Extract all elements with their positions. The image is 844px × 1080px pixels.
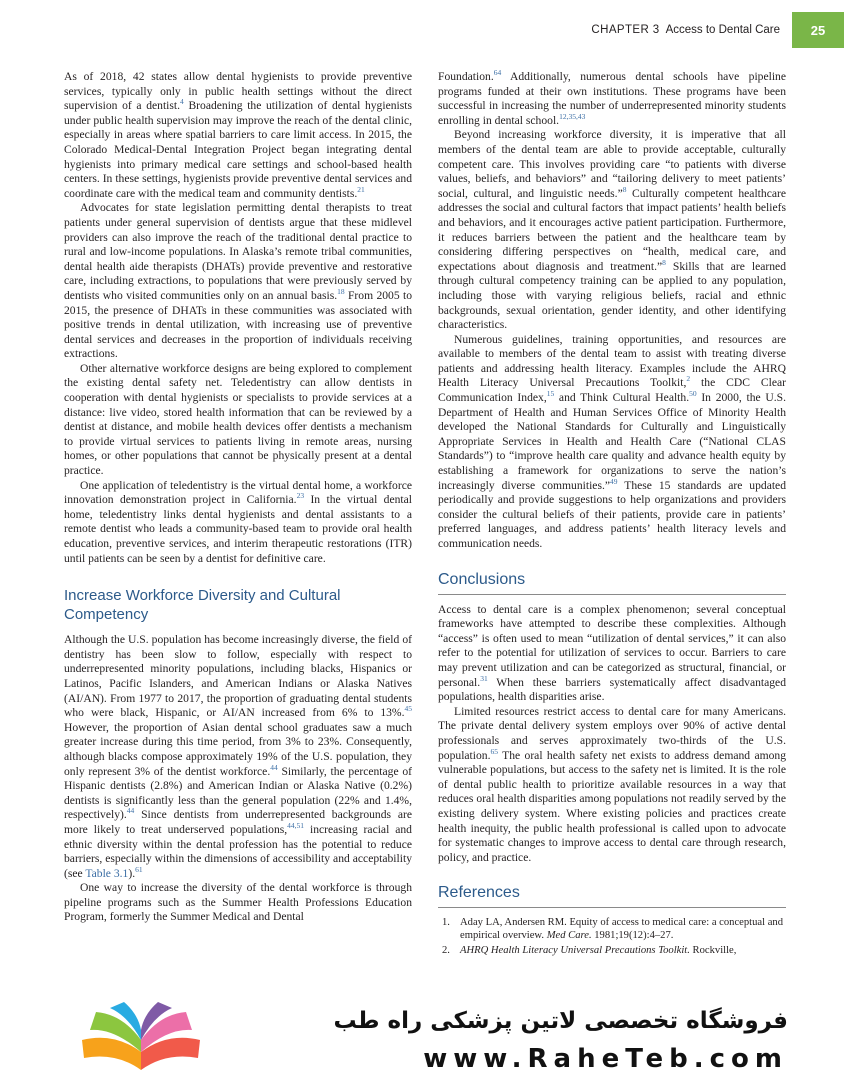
- citation[interactable]: 50: [689, 389, 697, 399]
- paragraph: Numerous guidelines, training opportunities, and resources are available to members of the dental team to assist with treating diverse patients and addressing health literacy. Examples include the AHRQ Health Literacy Universal Precautions Toolkit,$^2$ the CDC Clear Communication Index,$^{15}$ and Think Cultural Health.$^{50}$ In 2000, the U.S. Department of Health and Human Services Office of Minority Health developed the National Standards for Culturally and Linguistically Appropriate Services in Health and Health Care (“National CLAS Standards”) to “improve health care quality and advance health equity by establishing a framework for organizations to serve the nation’s increasingly diverse communities.”$^{49}$ These 15 standards are updated periodically and provide suggestions to help organizations and providers consider the cultural beliefs of their patients, provide care in patients’ preferred languages, and address patients’ health literacy levels and communication needs.: [438, 332, 787, 550]
- section-title: Access to Dental Care: [665, 24, 780, 36]
- citation[interactable]: 61: [135, 864, 143, 874]
- paragraph: Access to dental care is a complex phenomenon; several conceptual frameworks have attempted to describe these complexities. Although “access” is often used to mean “utilization of dental services,” it can also refer to the potential for utilization of services to occur. Barriers to care may prevent utilization and can be categorized as structural, financial, or personal.$^{31}$ When these barriers systematically affect disadvantaged populations, health disparities arise.: [438, 602, 786, 704]
- store-url[interactable]: www.RaheTeb.com: [423, 1044, 788, 1074]
- chapter-label: CHAPTER 3: [591, 24, 660, 36]
- open-book-logo-icon: [76, 1000, 206, 1078]
- reference-list: [438, 916, 786, 957]
- citation[interactable]: 44,51: [287, 821, 305, 831]
- right-column: [438, 70, 786, 959]
- section-heading-references: References: [438, 883, 786, 908]
- citation[interactable]: 12,35,43: [559, 111, 586, 121]
- page-number: 25: [792, 12, 844, 48]
- subsection-heading: Increase Workforce Diversity and Cultural Competency: [64, 587, 341, 624]
- section-heading-conclusions: Conclusions: [438, 570, 786, 595]
- paragraph: Foundation.$^{64}$ Additionally, numerous dental schools have pipeline programs funded at their own institutions. These programs have been successful in increasing the number of underrepresented minority students enrolling in dental school.$^{12,35,43}$: [438, 68, 786, 127]
- citation[interactable]: 44: [270, 762, 278, 772]
- citation[interactable]: 31: [480, 673, 488, 683]
- store-name-text: فروشگاه تخصصی لاتین پزشکی راه طب: [333, 1008, 788, 1034]
- paragraph: One application of teledentistry is the virtual dental home, a workforce innovation demonstration project in California.$^{23}$ In the virtual dental home, teledentistry links dental hygienists and dental assistants to a remote dentist who leads a community-based team to provide oral health education, preventive services, and interim therapeutic restorations (ITR) until patients can be seen by a dentist for definitive care.: [64, 478, 412, 565]
- paragraph: As of 2018, 42 states allow dental hygienists to provide preventive services, typically only in public health settings without the direct supervision of a dentist.$^4$ Broadening the utilization of dental hygienists under public health supervision may improve the reach of the dental clinic, especially in areas where spatial barriers to care limit access. In 2015, the Colorado Medical-Dental Integration Project began integrating dental hygienists into primary medical care settings and school-based health centers. In these settings, hygienists provide preventive dental services and coordinate care with the medical team and community dentists.$^{21}$: [64, 70, 412, 200]
- paragraph: Beyond increasing workforce diversity, it is imperative that all members of the dental team are able to provide acceptable, culturally competent care. This involves providing care “to patients with diverse values, beliefs, and behaviors” and “tailoring delivery to meet patients’ social, cultural, and linguistic needs.”$^8$ Culturally competent healthcare addresses the social and cultural factors that impact patients’ health beliefs and behaviors, and it encourages active patient participation. Furthermore, it reduces barriers between the patient and the healthcare team by considering differing perspectives on “health, medical care, and expectations about diagnosis and treatment.”$^8$ Skills that are learned through cultural competency training can be applied to any population, including those with varying religious beliefs, racial and ethnic backgrounds, sexual orientation, gender identity, and other identifying characteristics.: [438, 128, 786, 332]
- paragraph: Although the U.S. population has become increasingly diverse, the field of dentistry has been slow to follow, especially with respect to underrepresented minority populations, including blacks, Hispanics or Latinos, Pacific Islanders, and American Indians or Alaska Natives (AI/AN). From 1977 to 2017, the proportion of graduating dental students who were black, Hispanic, or AI/AN increased from 6% to 13%.$^{45}$ However, the proportion of Asian dental school graduates saw a much greater increase during this time period, from 3% to 23%. Consequently, although blacks compose approximately 19% of the U.S. population, they only represent 3% of the dentist workforce.$^{44}$ Similarly, the percentage of Hispanic dentists (2.8%) and American Indian or Alaska Native (0.2%) dentists is significantly less than the general population (22% and 1.4%, respectively).$^{44}$ Since dentists from underrepresented backgrounds are more likely to treat underserved populations,$^{44,51}$ increasing racial and ethnic diversity within the dental profession has the potential to reduce barriers, especially within the dimensions of accessibility and acceptability (see Table 3.1).$^{61}$: [64, 633, 412, 880]
- citation[interactable]: 44: [126, 806, 135, 816]
- table-link[interactable]: Table 3.1: [85, 866, 129, 880]
- citation[interactable]: 15: [546, 389, 555, 399]
- citation[interactable]: 4: [180, 97, 184, 107]
- citation[interactable]: 23: [296, 491, 305, 501]
- citation[interactable]: 64: [493, 68, 502, 78]
- reference-item: 1. Aday LA, Andersen RM. Equity of access to medical care: a conceptual and empirical overview. Med Care. 1981;19(12):4–27.: [442, 917, 783, 942]
- reference-item: 2. AHRQ Health Literacy Universal Precautions Toolkit. Rockville,: [442, 945, 737, 957]
- citation[interactable]: 8: [662, 257, 666, 267]
- watermark-footer: [0, 994, 844, 1080]
- citation[interactable]: 8: [622, 184, 627, 194]
- citation[interactable]: 65: [490, 746, 498, 756]
- citation[interactable]: 2: [686, 374, 691, 384]
- paragraph: Other alternative workforce designs are being explored to complement the existing dental safety net. Teledentistry can allow dentists in cooperation with dental hygienists or specialists to provide services at a distance: live video, stored health information that can be reviewed by a dentist at distance, and mobile health devices offer dentists a mechanism to provide virtual services to patients living in remote areas, nursing homes, or other populations that cannot be physically present at a dental practice.: [64, 361, 412, 478]
- citation[interactable]: 45: [404, 704, 412, 714]
- paragraph: One way to increase the diversity of the dental workforce is through pipeline programs such as the Summer Health Professions Education Program, formerly the Summer Medical and Dental: [64, 881, 412, 924]
- paragraph: Limited resources restrict access to dental care for many Americans. The private dental delivery system employs over 90% of active dental professionals and serves approximately two-thirds of the U.S. population.$^{65}$ The oral health safety net exists to address demand among vulnerable populations, but access to the safety net is limited. It is the role of dental public health to prioritize available resources in a way that reduces oral health disparities among populations not readily served by the existing delivery system. Where existing policies and practices create health inequity, the public health professional is called upon to advocate for systematic changes to improve access to dental care through research, policy, and practice.: [438, 704, 786, 864]
- paragraph: Advocates for state legislation permitting dental therapists to treat patients under general supervision of dentists argue that these midlevel providers can also improve the reach of the traditional dental practice to rural and low-income populations. In Alaska’s remote tribal communities, dental health aide therapists (DHATs) provide preventive and restorative care, including extractions, to populations that were previously served by dentists who visited communities only on an annual basis.$^{18}$ From 2005 to 2015, the presence of DHATs in these communities was associated with positive trends in dental utilization, with increasing use of preventive dental services and decreases in the proportion of individuals receiving extractions.: [64, 201, 412, 361]
- citation[interactable]: 18: [337, 287, 345, 297]
- left-column: [64, 70, 412, 925]
- citation[interactable]: 21: [357, 184, 365, 194]
- citation[interactable]: 49: [610, 476, 618, 486]
- running-header: [591, 12, 844, 48]
